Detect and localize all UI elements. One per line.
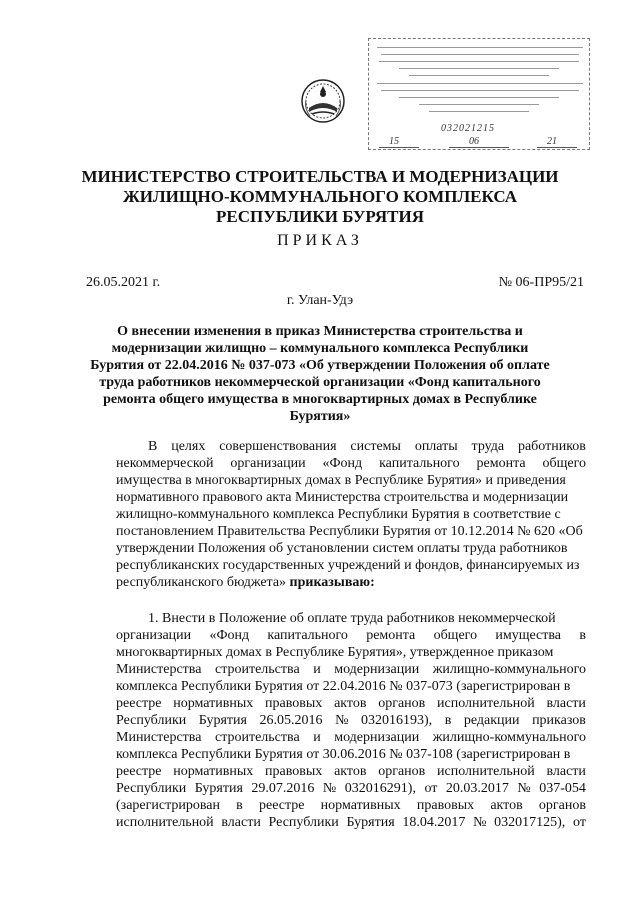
coat-of-arms-emblem: [300, 78, 346, 124]
order-title-line: труда работников некоммерческой организации «Фонд капитального: [99, 375, 541, 390]
stamp-date-month: 06: [469, 136, 479, 147]
registration-stamp: [368, 38, 590, 150]
stamp-date-year: 21: [547, 136, 557, 147]
stamp-registration-number: 032021215: [441, 123, 495, 134]
item-1-line: многоквартирных домах в Республике Бурятия», утвержденное приказом: [116, 645, 554, 660]
intro-line: постановлением Правительства Республики Бурятия от 10.12.2014 № 620 «Об: [116, 524, 583, 539]
intro-line: республиканского бюджета» приказываю:: [116, 575, 375, 590]
intro-line: В целях совершенствования системы оплаты труда работников: [148, 439, 586, 454]
intro-line: имущества в многоквартирных домах в Республике Бурятия» и приведения: [116, 473, 566, 488]
order-date: 26.05.2021 г.: [86, 275, 161, 290]
document-type-heading: ПРИКАЗ: [277, 232, 363, 249]
item-1-line: (зарегистрирован в реестре нормативных правовых актов органов: [116, 798, 586, 813]
order-verb: приказываю:: [289, 575, 375, 590]
stamp-date-day: 15: [389, 136, 399, 147]
intro-line: утверждении Положения об установлении систем оплаты труда работников: [116, 541, 568, 556]
item-1-line: исполнительной власти Республики Бурятия 18.04.2017 № 032017125), от: [116, 815, 586, 830]
item-1-line: организации «Фонд капитального ремонта общего имущества в: [116, 628, 586, 643]
item-1-line: реестре нормативных правовых актов органов исполнительной власти: [116, 764, 586, 779]
order-number: № 06-ПР95/21: [498, 275, 584, 290]
intro-line: жилищно-коммунального комплекса Республики Бурятия в соответствие с: [116, 507, 561, 522]
order-title-line: О внесении изменения в приказ Министерства строительства и: [117, 324, 523, 339]
item-1-line: Министерства строительства и модернизации жилищно-коммунального: [116, 662, 586, 677]
order-title-line: модернизации жилищно – коммунального комплекса Республики: [111, 341, 529, 356]
item-1-line: Республики Бурятия 29.07.2016 № 032016291), от 20.03.2017 № 037-054: [116, 781, 586, 796]
ministry-name-line-1: МИНИСТЕРСТВО СТРОИТЕЛЬСТВА И МОДЕРНИЗАЦИИ: [81, 167, 559, 186]
order-title-line: Бурятия»: [289, 409, 351, 424]
ministry-name-line-3: РЕСПУБЛИКИ БУРЯТИЯ: [216, 207, 424, 226]
item-1-line: Республики Бурятия 26.05.2016 № 032016193), в редакции приказов: [116, 713, 586, 728]
item-1-line: 1. Внести в Положение об оплате труда работников некоммерческой: [148, 611, 556, 626]
item-1-line: комплекса Республики Бурятия от 22.04.2016 № 037-073 (зарегистрирован в: [116, 679, 571, 694]
order-title-line: Бурятия от 22.04.2016 № 037-073 «Об утверждении Положения об оплате: [90, 358, 550, 373]
item-1-line: комплекса Республики Бурятия от 30.06.2016 № 037-108 (зарегистрирован в: [116, 747, 571, 762]
intro-line: республиканских государственных учреждений и фондов, финансируемых из: [116, 558, 580, 573]
order-city: г. Улан-Удэ: [286, 293, 354, 308]
item-1-line: реестре нормативных правовых актов органов исполнительной власти: [116, 696, 586, 711]
ministry-name-line-2: ЖИЛИЩНО-КОММУНАЛЬНОГО КОМПЛЕКСА: [122, 187, 518, 206]
intro-line: нормативного правового акта Министерства строительства и модернизации: [116, 490, 569, 505]
stamp-date: [369, 136, 591, 150]
intro-line: некоммерческой организации «Фонд капитального ремонта общего: [116, 456, 586, 471]
order-title-line: ремонта общего имущества в многоквартирных домах в Республике: [103, 392, 537, 407]
item-1-line: Министерства строительства и модернизации жилищно-коммунального: [116, 730, 586, 745]
